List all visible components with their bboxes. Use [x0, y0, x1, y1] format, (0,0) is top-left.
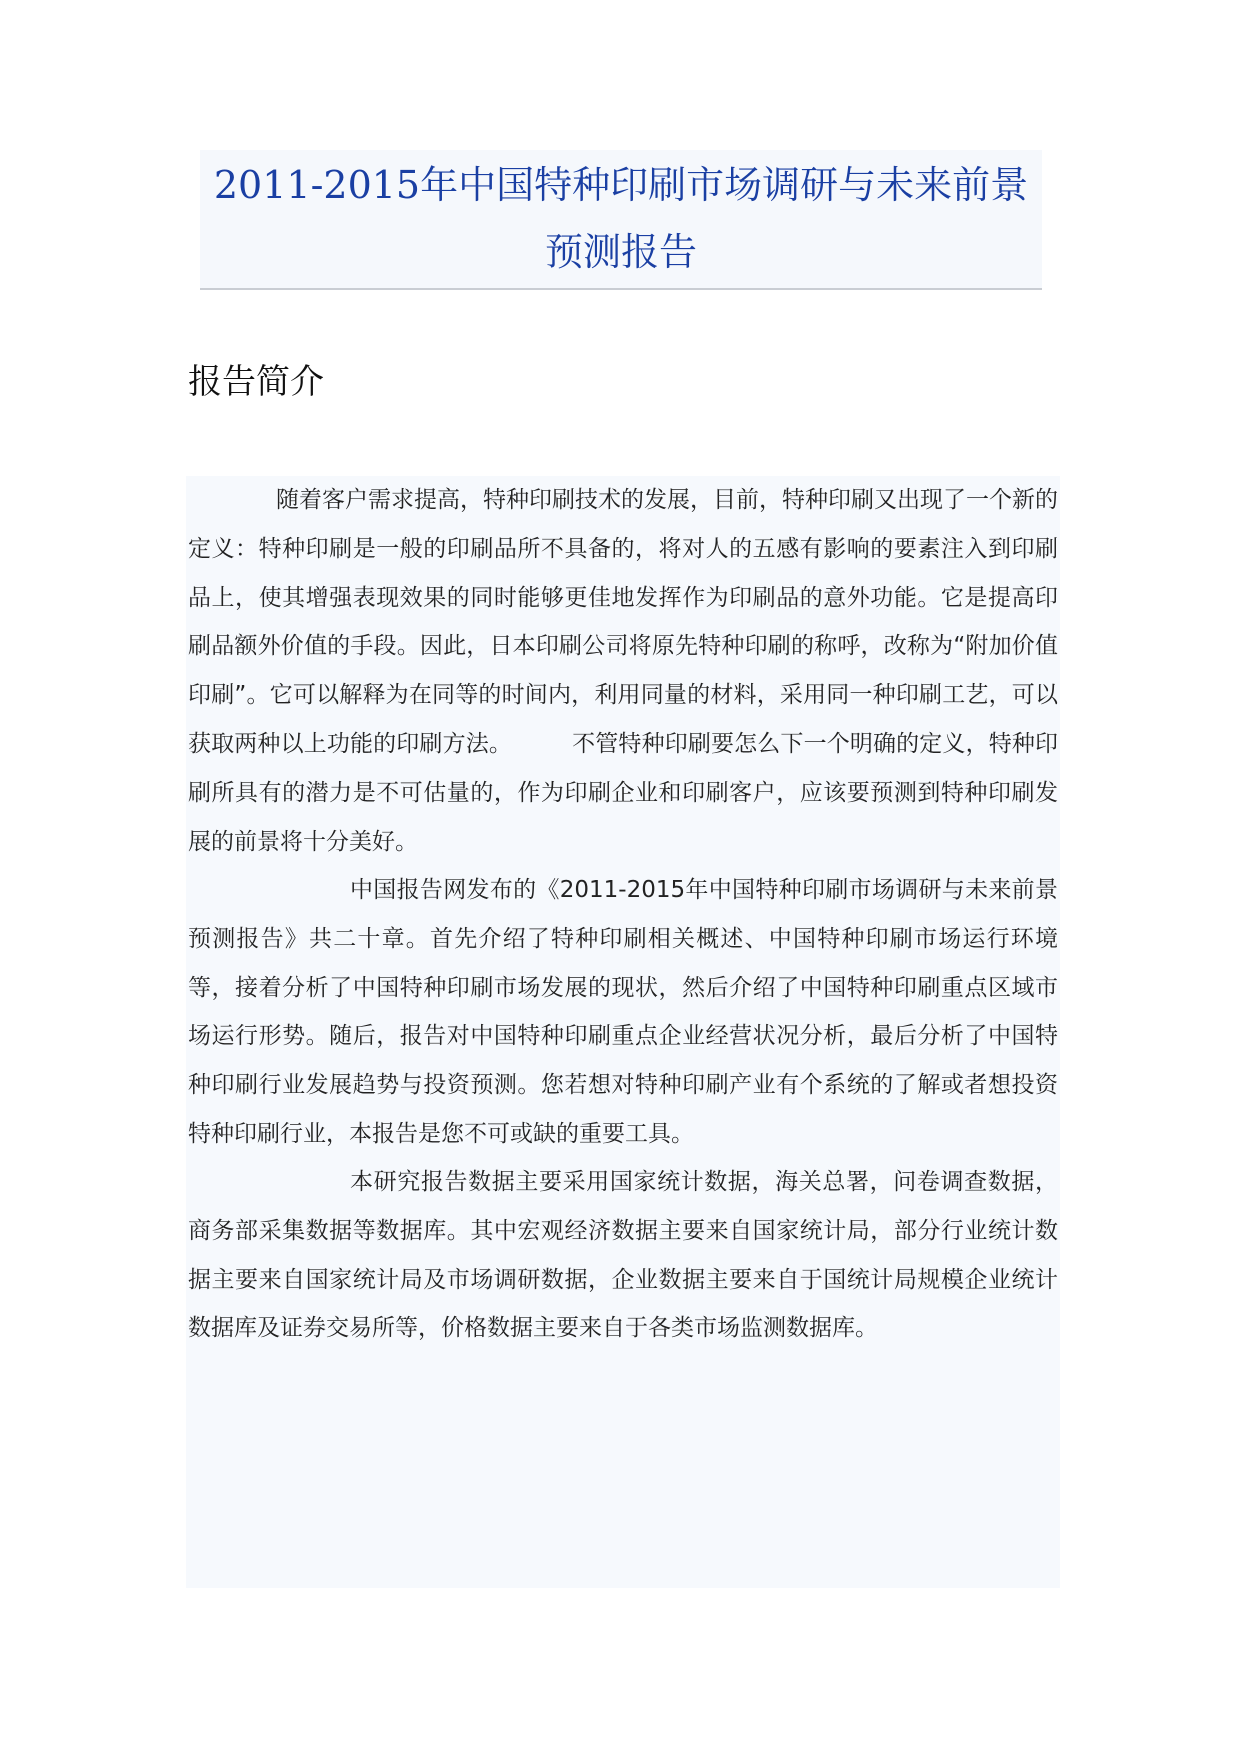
summary-paragraph-1-part-1: 随着客户需求提高，特种印刷技术的发展，目前，特种印刷又出现了一个新的定义：特种印刷是一般的印刷品所不具备的，将对人的五感有影响的要素注入到印刷品上，使其增强表现效果的同时能够更佳地发挥作为印刷品的意外功能。它是提高印刷品额外价值的手段。因此，日本印刷公司将原先特种印刷的称呼，改称为“附加价值印刷”。它可以解释为在同等的时间内，利用同量的材料，采用同一种印刷工艺，可以获取两种以上功能的印刷方法。: [188, 487, 1058, 757]
report-summary-box: [186, 476, 1060, 1588]
title-banner: [200, 150, 1042, 290]
summary-paragraph-2: 中国报告网发布的《2011-2015年中国特种印刷市场调研与未来前景预测报告》共二十章。首先介绍了特种印刷相关概述、中国特种印刷市场运行环境等，接着分析了中国特种印刷市场发展的现状，然后介绍了中国特种印刷重点区域市场运行形势。随后，报告对中国特种印刷重点企业经营状况分析，最后分析了中国特种印刷行业发展趋势与投资预测。您若想对特种印刷产业有个系统的了解或者想投资特种印刷行业，本报告是您不可或缺的重要工具。: [188, 877, 1058, 1147]
summary-paragraph-1-part-2: 不管特种印刷要怎么下一个明确的定义，特种印刷所具有的潜力是不可估量的，作为印刷企业和印刷客户，应该要预测到特种印刷发展的前景将十分美好。: [188, 730, 1059, 855]
report-title: 2011-2015年中国特种印刷市场调研与未来前景预测报告: [213, 163, 1029, 274]
summary-paragraph-1: [186, 476, 1060, 866]
section-heading: 报告简介: [188, 362, 324, 402]
summary-paragraph-3: 本研究报告数据主要采用国家统计数据，海关总署，问卷调查数据，商务部采集数据等数据库。其中宏观经济数据主要来自国家统计局，部分行业统计数据主要来自国家统计局及市场调研数据，企业数据主要来自于国统计局规模企业统计数据库及证券交易所等，价格数据主要来自于各类市场监测数据库。: [188, 1169, 1058, 1342]
